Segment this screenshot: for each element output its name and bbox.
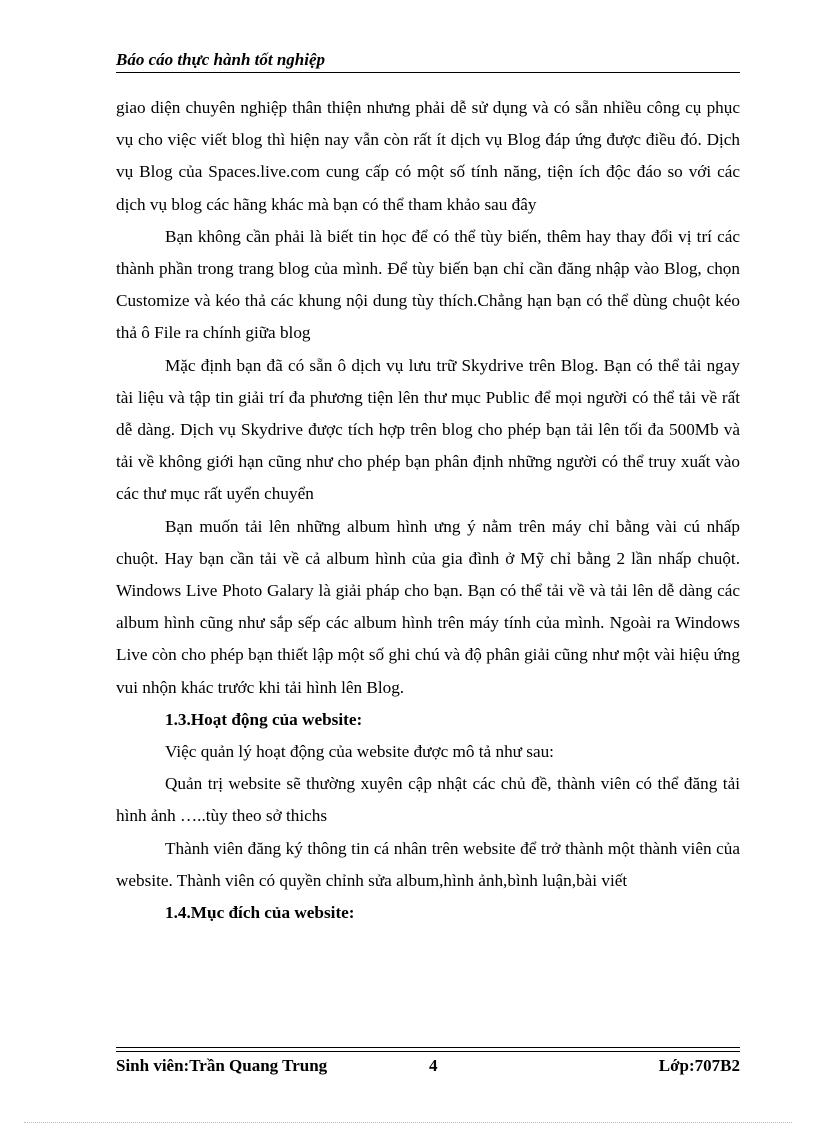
page-header-title: Báo cáo thực hành tốt nghiệp [116, 50, 326, 69]
footer-page-number: 4 [429, 1056, 438, 1075]
paragraph-customize: Bạn không cần phải là biết tin học để có thể tùy biến, thêm hay thay đổi vị trí các thành phần trong trang blog của mình. Để tùy biến bạn chỉ cần đăng nhập vào Blog, chọn Customize và kéo thả các khung nội dung tùy thích.Chẳng hạn bạn có thể dùng chuột kéo thả ô File ra chính giữa blog [116, 226, 740, 343]
paragraph-management-intro: Việc quản lý hoạt động của website được mô tả như sau: [165, 742, 554, 762]
paragraph-skydrive: Mặc định bạn đã có sẵn ô dịch vụ lưu trữ Skydrive trên Blog. Bạn có thể tải ngay tài liệu và tập tin giải trí đa phương tiện lên thư mục Public để mọi người có thể tải về rất dễ dàng. Dịch vụ Skydrive được tích hợp trên blog cho phép bạn tải lên tối đa 500Mb và tải về không giới hạn cũng như cho phép bạn phân định những người có thể truy xuất vào các thư mục rất uyển chuyển [116, 355, 740, 504]
footer-student-name: Sinh viên:Trần Quang Trung [116, 1056, 328, 1075]
footer-divider-top [116, 1047, 740, 1048]
page-body [116, 92, 740, 929]
footer-divider-bottom [116, 1051, 740, 1052]
paragraph-members: Thành viên đăng ký thông tin cá nhân trên website để trở thành một thành viên của website. Thành viên có quyền chỉnh sửa album,hình ảnh,bình luận,bài viết [116, 838, 740, 890]
section-heading-1-3: 1.3.Hoạt động của website: [165, 709, 363, 729]
footer-class: Lớp:707B2 [658, 1056, 740, 1075]
paragraph-continuation: giao diện chuyên nghiệp thân thiện nhưng phải dễ sử dụng và có sẵn nhiều công cụ phục vụ cho việc viết blog thì hiện nay vẫn còn rất ít dịch vụ Blog đáp ứng được điều đó. Dịch vụ Blog của Spaces.live.com cung cấp có một số tính năng, tiện ích độc đáo so với các dịch vụ blog các hãng khác mà bạn có thể tham khảo sau đây [116, 98, 740, 214]
paragraph-admin: Quản trị website sẽ thường xuyên cập nhật các chủ đề, thành viên có thể đăng tải hình ảnh …..tùy theo sở thichs [116, 774, 740, 826]
page-footer [116, 1055, 740, 1077]
header-divider [116, 72, 740, 73]
section-heading-1-4: 1.4.Mục đích của website: [165, 903, 355, 923]
paragraph-photo-gallery: Bạn muốn tải lên những album hình ưng ý nằm trên máy chỉ bằng vài cú nhấp chuột. Hay bạn cần tải về cả album hình của gia đình ở Mỹ chỉ bằng 2 lần nhấp chuột. Windows Live Photo Galary là giải pháp cho bạn. Bạn có thể tải về và tải lên dễ dàng các album hình cũng như sắp sếp các album hình trên máy tính của mình. Ngoài ra Windows Live còn cho phép bạn thiết lập một số ghi chú và độ phân giải cũng như một vài hiệu ứng vui nhộn khác trước khi tải hình lên Blog. [116, 516, 740, 697]
